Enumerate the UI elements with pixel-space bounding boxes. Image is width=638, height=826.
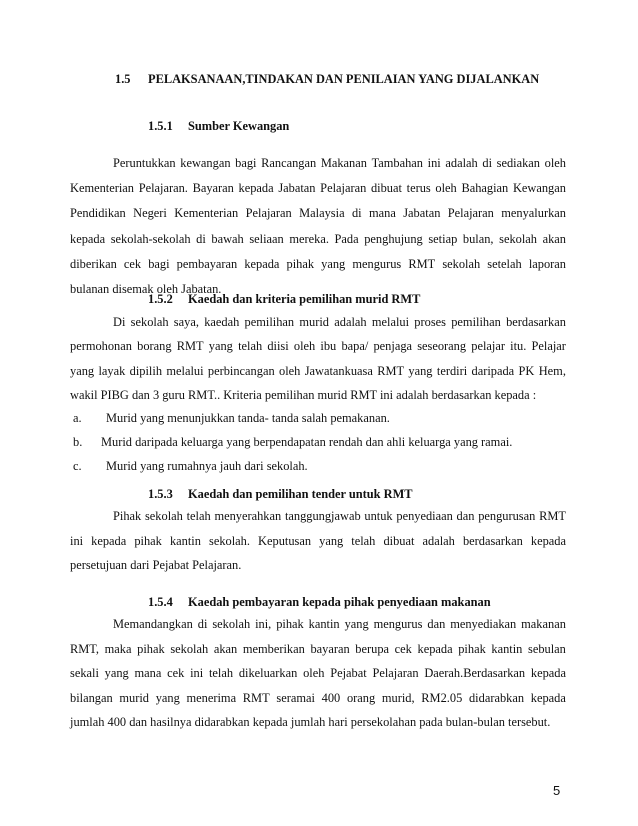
word: berdasarkan: [462, 533, 523, 548]
word: setiap: [428, 231, 458, 246]
word: telah: [186, 509, 211, 523]
word: bawah: [211, 231, 244, 246]
word: persetujuan dari Pejabat Pelajaran.: [70, 558, 242, 572]
word: Makanan: [320, 156, 367, 170]
word: sekali: [70, 666, 99, 681]
word: laporan: [528, 256, 566, 271]
paragraph-line: [70, 180, 566, 196]
subsection-number-1-5-2: 1.5.2: [148, 292, 173, 306]
word: Kementerian: [174, 206, 239, 221]
word: kaedah: [204, 315, 240, 329]
word: Pejabat: [330, 666, 367, 681]
word: penghujung: [364, 231, 423, 246]
word: Kementerian: [70, 181, 134, 196]
word: setelah: [487, 256, 522, 271]
word: Negeri: [133, 206, 167, 221]
word: berupa: [355, 641, 390, 656]
word: sebulan: [528, 641, 566, 656]
word: untuk: [364, 509, 393, 523]
word: Bahagian: [461, 181, 509, 196]
paragraph-line: [113, 314, 566, 330]
word: Rancangan: [261, 156, 317, 170]
word: permohonan: [70, 339, 132, 354]
word: layak: [98, 363, 126, 378]
word: yang: [408, 363, 433, 378]
word: Pelajar: [531, 339, 566, 354]
word: maka: [104, 641, 132, 656]
word: kepada: [530, 533, 566, 548]
word: yang: [104, 666, 129, 681]
paragraph-line: [70, 205, 566, 221]
subsection-title-1-5-1: Sumber Kewangan: [188, 119, 290, 133]
word: Pelajaran.: [138, 181, 188, 196]
paragraph-line: [70, 387, 536, 403]
word: wakil PIBG dan 3 guru RMT.. Kriteria pemilihan murid RMT ini adalah berdasarkan kepada :: [70, 387, 537, 402]
word: sekolah: [170, 641, 209, 656]
list-item: Murid yang menunjukkan tanda- tanda salah pemakanan.: [106, 411, 390, 425]
word: kepada: [417, 641, 453, 656]
word: kepada: [238, 181, 274, 196]
word: borang: [137, 339, 172, 354]
word: yang: [319, 533, 344, 548]
paragraph-line: [70, 256, 566, 272]
word: saya,: [173, 315, 199, 329]
word: menyalurkan: [501, 206, 566, 221]
word: dan: [456, 509, 475, 523]
word: terus: [406, 181, 431, 196]
word: seramai: [276, 690, 315, 705]
word: murid: [299, 315, 329, 329]
word: murid: [119, 690, 149, 705]
paragraph-line: [113, 508, 566, 524]
word: RMT: [408, 256, 436, 271]
word: kepada: [530, 690, 566, 705]
word: ini: [70, 533, 84, 548]
word: kepada: [70, 231, 106, 246]
word: Pihak: [113, 509, 142, 523]
word: bayaran: [310, 641, 350, 656]
word: Kewangan: [512, 181, 566, 196]
subsection-title-1-5-4: Kaedah pembayaran kepada pihak penyediaan makanan: [188, 595, 491, 609]
word: bilangan: [70, 690, 113, 705]
section-number: 1.5: [115, 72, 131, 86]
word: itu.: [510, 339, 527, 354]
word: ini,: [255, 617, 272, 631]
word: sekolah: [130, 315, 169, 329]
paragraph-line: [113, 155, 566, 171]
paragraph-line: [70, 557, 241, 573]
word: bagi: [235, 156, 257, 170]
word: RMT,: [70, 641, 100, 656]
word: telah: [351, 533, 376, 548]
word: penjaga: [373, 339, 413, 354]
word: pihak: [286, 256, 315, 271]
word: terdiri: [436, 363, 468, 378]
word: telah: [208, 666, 234, 681]
paragraph-line: [70, 338, 566, 354]
paragraph-line: [70, 714, 550, 730]
word: telah: [238, 339, 263, 354]
paragraph-line: [70, 533, 566, 549]
word: diisi: [267, 339, 289, 354]
word: makanan: [521, 617, 566, 631]
word: bulanan disemak oleh Jabatan.: [70, 282, 222, 296]
word: perbincangan: [207, 363, 275, 378]
word: yang: [155, 690, 180, 705]
word: bagi: [148, 256, 170, 271]
word: oleh: [303, 666, 325, 681]
subsection-title-1-5-2: Kaedah dan kriteria pemilihan murid RMT: [188, 292, 421, 306]
word: bapa/: [341, 339, 369, 354]
word: Tambahan: [371, 156, 424, 170]
word: mana: [134, 666, 162, 681]
word: Jabatan: [278, 181, 316, 196]
word: mereka.: [289, 231, 329, 246]
word: dikeluarkan: [238, 666, 298, 681]
word: melalui: [166, 363, 204, 378]
word: seliaan: [249, 231, 284, 246]
word: menerima: [186, 690, 237, 705]
word: kepada: [244, 256, 280, 271]
word: pihak: [137, 641, 165, 656]
word: adalah: [334, 315, 367, 329]
word: Pelajaran: [447, 206, 494, 221]
word: Pendidikan: [70, 206, 126, 221]
word: pelajar: [471, 339, 505, 354]
word: sediakan: [496, 156, 541, 170]
word: kantin: [169, 533, 201, 548]
word: oleh: [544, 156, 566, 170]
word: tanggungjawab: [284, 509, 361, 523]
subsection-number-1-5-4: 1.5.4: [148, 595, 173, 609]
word: memberikan: [242, 641, 305, 656]
word: murid,: [381, 690, 415, 705]
word: sekolah.: [209, 533, 250, 548]
word: kantin: [308, 617, 340, 631]
word: ini: [427, 156, 441, 170]
word: jumlah 400 dan hasilnya didarabkan kepada jumlah hari persekolahan pada bulan-bulan tersebut.: [70, 715, 551, 730]
section-title: PELAKSANAAN,TINDAKAN DAN PENILAIAN YANG DIJALANKAN: [148, 72, 540, 86]
word: bulan,: [462, 231, 494, 246]
word: oleh: [293, 339, 316, 354]
word: Pada: [334, 231, 359, 246]
page-number: 5: [553, 783, 561, 798]
list-item: Murid yang rumahnya jauh dari sekolah.: [106, 459, 308, 473]
word: PK: [518, 363, 535, 378]
word: 400: [321, 690, 341, 705]
word: sekolah: [499, 231, 537, 246]
word: orang: [346, 690, 376, 705]
paragraph-line: [70, 363, 566, 379]
word: dan: [427, 617, 446, 631]
word: Di: [113, 315, 126, 329]
word: kepada: [530, 666, 566, 681]
word: RMT: [242, 690, 270, 705]
word: seseorang: [417, 339, 467, 354]
list-item: Murid daripada keluarga yang berpendapatan rendah dan ahli keluarga yang ramai.: [101, 435, 513, 449]
word: oleh: [279, 363, 301, 378]
word: cek: [123, 256, 142, 271]
word: Keputusan: [258, 533, 312, 548]
word: didarabkan: [468, 690, 525, 705]
word: di: [197, 617, 208, 631]
list-marker: a.: [73, 411, 82, 425]
word: Peruntukkan: [113, 156, 176, 170]
word: Malaysia: [299, 206, 345, 221]
list-marker: b.: [73, 435, 83, 449]
word: Pelajaran: [245, 206, 292, 221]
word: cek: [394, 641, 412, 656]
word: RMT: [377, 363, 405, 378]
word: Hem,: [538, 363, 566, 378]
word: mengurus: [373, 617, 423, 631]
word: adalah: [445, 156, 478, 170]
word: mengurus: [352, 256, 402, 271]
word: akan: [542, 231, 566, 246]
word: diberikan: [70, 256, 117, 271]
word: melalui: [371, 315, 410, 329]
word: sekolah: [442, 256, 481, 271]
paragraph-line: [70, 231, 566, 247]
word: pihak: [134, 533, 162, 548]
paragraph-line: [70, 690, 566, 706]
subsection-number-1-5-3: 1.5.3: [148, 487, 173, 501]
paragraph-line: [70, 665, 566, 681]
word: RMT: [539, 509, 566, 523]
word: Daerah.Berdasarkan: [424, 666, 526, 681]
word: Jabatan: [403, 206, 441, 221]
word: akan: [213, 641, 238, 656]
word: menyerahkan: [214, 509, 282, 523]
word: sekolah: [212, 617, 251, 631]
paragraph-line: [113, 616, 566, 632]
word: kewangan: [180, 156, 231, 170]
word: sekolah: [144, 509, 183, 523]
word: yang: [344, 617, 369, 631]
word: berdasarkan: [506, 315, 566, 329]
word: kepada: [91, 533, 127, 548]
word: Memandangkan: [113, 617, 193, 631]
word: yang: [70, 363, 95, 378]
word: dibuat: [370, 181, 402, 196]
word: Pelajaran: [372, 666, 419, 681]
word: kantin: [491, 641, 523, 656]
word: menyediakan: [450, 617, 517, 631]
word: di: [351, 206, 362, 221]
word: RMT: [176, 339, 204, 354]
word: pengurusan: [478, 509, 536, 523]
word: pemilihan: [451, 315, 501, 329]
word: pihak: [276, 617, 304, 631]
word: yang: [321, 256, 346, 271]
word: RM2.05: [421, 690, 463, 705]
subsection-title-1-5-3: Kaedah dan pemilihan tender untuk RMT: [188, 487, 413, 501]
word: di: [482, 156, 493, 170]
word: penyediaan: [396, 509, 453, 523]
word: sekolah-sekolah: [110, 231, 191, 246]
word: Bayaran: [192, 181, 234, 196]
word: dipilih: [129, 363, 163, 378]
word: cek: [167, 666, 185, 681]
word: proses: [414, 315, 446, 329]
word: adalah: [422, 533, 455, 548]
word: ini: [190, 666, 204, 681]
word: ibu: [320, 339, 337, 354]
word: Jawatankuasa: [304, 363, 373, 378]
list-marker: c.: [73, 459, 82, 473]
word: dibuat: [383, 533, 415, 548]
word: mana: [369, 206, 396, 221]
word: oleh: [435, 181, 457, 196]
word: yang: [208, 339, 233, 354]
word: pihak: [458, 641, 486, 656]
word: Pelajaran: [320, 181, 367, 196]
subsection-number-1-5-1: 1.5.1: [148, 119, 173, 133]
word: pembayaran: [176, 256, 238, 271]
word: di: [196, 231, 206, 246]
word: daripada: [471, 363, 515, 378]
word: pemilihan: [244, 315, 295, 329]
paragraph-line: [70, 641, 566, 657]
